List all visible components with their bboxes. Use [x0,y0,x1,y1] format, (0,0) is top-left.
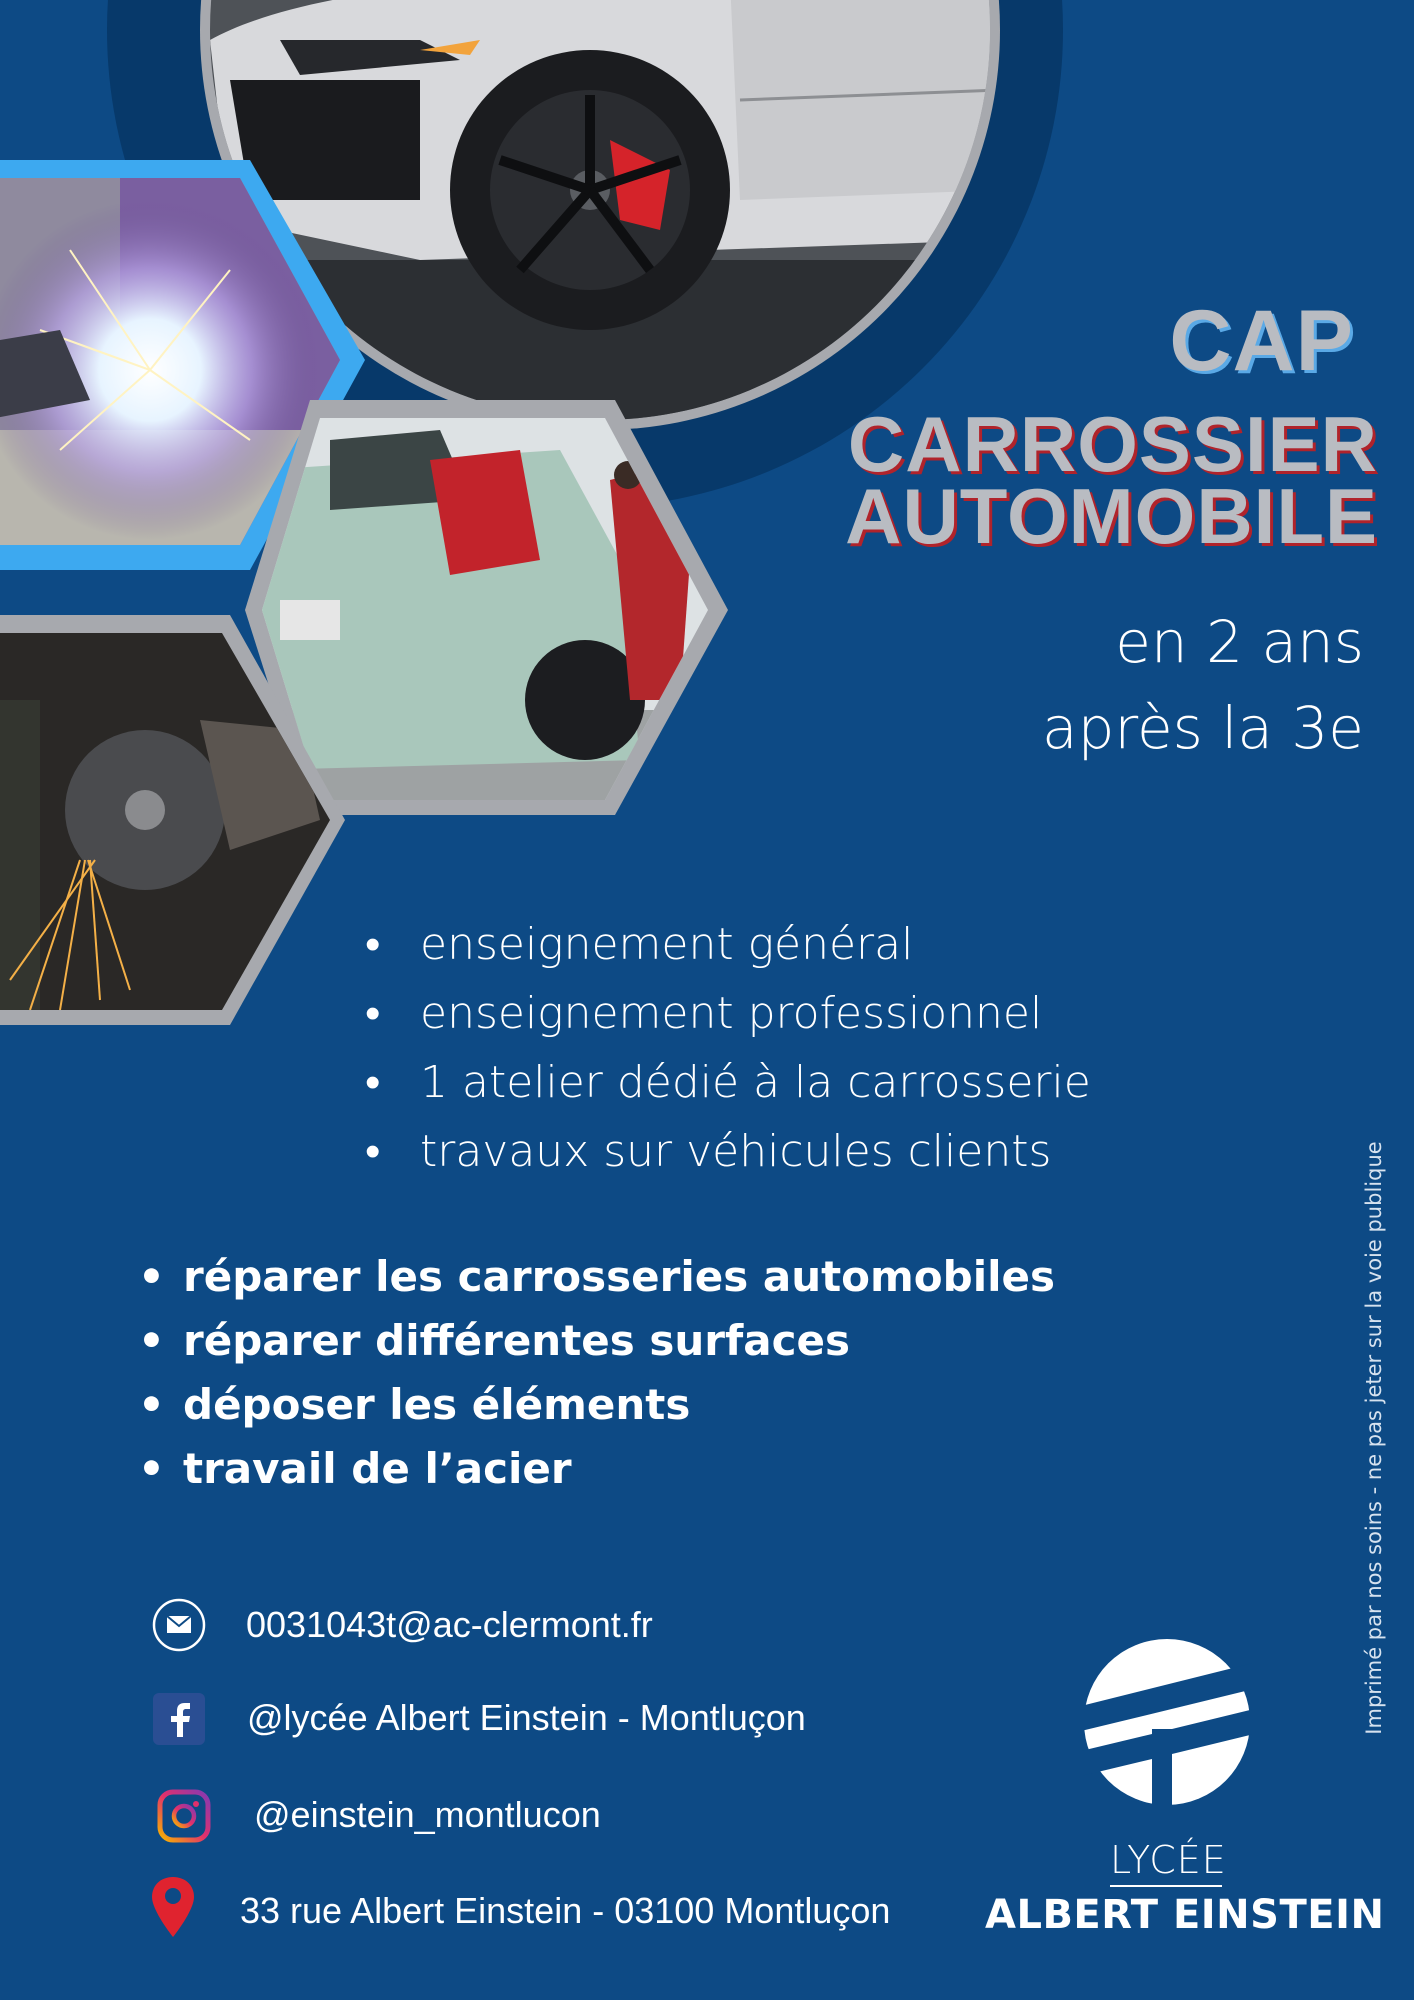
envelope-icon [152,1598,206,1652]
program-item: • enseignement général [370,910,1091,979]
title-cap: CAP [1169,293,1354,389]
title-line-carrossier: CARROSSIER [847,400,1378,488]
address-text: 33 rue Albert Einstein - 03100 Montluçon [240,1890,891,1931]
title-profession [845,400,1378,560]
program-item: • enseignement professionnel [370,979,1091,1048]
program-list [370,910,1091,1186]
duration-text: en 2 ans [1115,608,1364,676]
program-item: • travaux sur véhicules clients [370,1117,1091,1186]
skills-list [138,1245,1055,1501]
instagram-icon [157,1789,211,1843]
skill-item: • déposer les éléments [138,1373,1055,1437]
facebook-icon [153,1693,205,1745]
logo-text-name: ALBERT EINSTEIN [985,1892,1385,1938]
program-item: • 1 atelier dédié à la carrosserie [370,1048,1091,1117]
print-notice: Imprimé par nos soins - ne pas jeter sur la voie publique [1362,1141,1386,1735]
skill-item: • travail de l’acier [138,1437,1055,1501]
title-line-automobile: AUTOMOBILE [845,472,1378,560]
map-pin-icon [150,1875,196,1939]
facebook-link[interactable]: @lycée Albert Einstein - Montluçon [247,1697,806,1738]
logo-text-lycee: LYCÉE [1110,1838,1227,1882]
email-link[interactable]: 0031043t@ac-clermont.fr [246,1604,653,1645]
logo-divider [1110,1885,1222,1887]
instagram-link[interactable]: @einstein_montlucon [254,1794,601,1835]
admission-text: après la 3e [1042,694,1364,762]
school-logo-icon [1082,1637,1252,1807]
skill-item: • réparer différentes surfaces [138,1309,1055,1373]
skill-item: • réparer les carrosseries automobiles [138,1245,1055,1309]
